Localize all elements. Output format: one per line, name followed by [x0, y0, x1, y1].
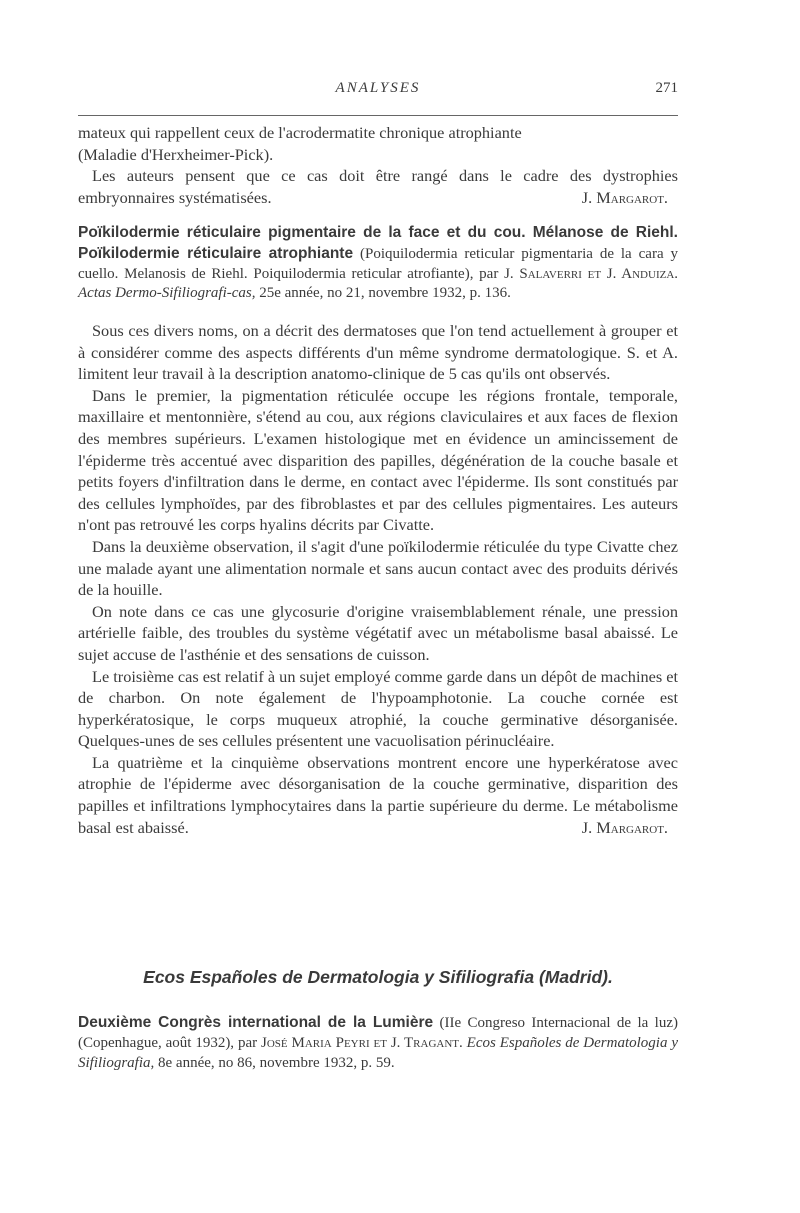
article-spanish-title: (IIe Congreso Internacional de la luz) (Copenhague, août 1932), par — [78, 1015, 678, 1051]
signature: J. Margarot. — [581, 817, 668, 837]
running-title: ANALYSES — [335, 80, 421, 96]
article-body — [78, 320, 678, 838]
article-reference: 8e année, no 86, novembre 1932, p. 59. — [158, 1054, 395, 1071]
article-journal: Ecos Españoles de Dermatologia y Sifiliografia, — [78, 1034, 679, 1071]
body-paragraph: Le troisième cas est relatif à un sujet employé comme garde dans un dépôt de machines et de charbon. On note également de l'hypoamphotonie. La couche cornée est hyperkératosique, le corps muqueux atrophié, la couche germinative désorganisée. Quelques-unes de ses cellules présentent une vacuolisation périnucléaire. — [78, 666, 678, 751]
article-authors: José Maria Peyri et J. Tragant. — [261, 1034, 463, 1051]
article-title: Poïkilodermie réticulaire pigmentaire de la face et du cou. Mélanose de Riehl. Poïkilodermie réticulaire atrophiante — [78, 224, 678, 262]
previous-article-continuation — [78, 122, 678, 208]
body-paragraph: Dans le premier, la pigmentation réticulée occupe les régions frontale, temporale, maxillaire et mentonnière, s'étend au cou, aux régions claviculaires et aux faces de flexion des membres supérieurs. L'examen histologique met en évidence un amincissement de l'épiderme très accentué avec disparition des papilles, dégénération de la couche basale et petits foyers d'infiltration dans le derme, en contact avec l'épiderme. Ils sont constitués par des cellules lymphoïdes, par des fibroblastes et par des cellules pigmentaires. Les auteurs n'ont pas retrouvé les corps hyalins décrits par Civatte. — [78, 385, 678, 535]
body-paragraph: On note dans ce cas une glycosurie d'origine vraisemblablement rénale, une pression artérielle faible, des troubles du système végétatif avec un métabolisme basal abaissé. Le sujet accuse de l'asthénie et des sensations de cuisson. — [78, 601, 678, 664]
paragraph-text: Les auteurs pensent que ce cas doit être rangé dans le cadre des dystrophies embryonnaires systématisées. — [78, 166, 678, 207]
signature: J. Margarot. — [581, 187, 668, 207]
continuation-line: (Maladie d'Herxheimer-Pick). — [78, 144, 274, 164]
body-paragraph: Dans la deuxième observation, il s'agit d'une poïkilodermie réticulée du type Civatte chez une malade ayant une alimentation normale et sans aucun contact avec des produits dérivés de la houille. — [78, 536, 678, 600]
article-title: Deuxième Congrès international de la Lumière — [78, 1014, 434, 1031]
body-paragraph: Sous ces divers noms, on a décrit des dermatoses que l'on tend actuellement à grouper et à considérer comme des aspects différents d'un même syndrome dermatologique. S. et A. limitent leur travail à la description anatomo-clinique de 5 cas qu'ils ont observés. — [78, 321, 678, 384]
running-head — [78, 80, 678, 104]
article-journal: Actas Dermo-Sifiliografi-cas, — [78, 285, 256, 302]
article-heading — [78, 1013, 678, 1073]
body-paragraph-last — [78, 752, 678, 838]
article-authors: J. Salaverri et J. Anduiza. — [504, 265, 679, 282]
paragraph-text: La quatrième et la cinquième observations montrent encore une hyperkératose avec atrophie de l'épiderme avec désorganisation de la couche germinative, disparition des papilles et infiltrations lymphocytaires dans la partie supérieure du derme. Le métabolisme basal est abaissé. — [78, 752, 678, 837]
article-spanish-title: (Poiquilodermia reticular pigmentaria de la cara y cuello. Melanosis de Riehl. Poiquilodermia reticular atrofiante), par — [78, 245, 679, 282]
header-rule — [78, 115, 678, 116]
continuation-line: mateux qui rappellent ceux de l'acrodermatite chronique atrophiante — [78, 123, 522, 142]
page-number: 271 — [655, 80, 678, 96]
journal-section-heading: Ecos Españoles de Dermatologia y Sifiliografia (Madrid). — [143, 967, 613, 987]
continuation-paragraph — [78, 165, 678, 208]
article-heading — [78, 223, 678, 304]
article-reference: 25e année, no 21, novembre 1932, p. 136. — [259, 285, 511, 302]
